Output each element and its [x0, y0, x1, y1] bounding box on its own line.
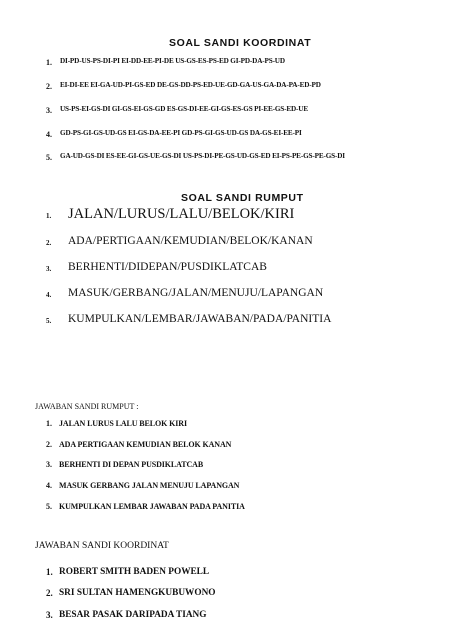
item-text: BERHENTI/DIDEPAN/PUSDIKLATCAB — [68, 261, 267, 273]
item-text: GD-PS-GI-GS-UD-GS EI-GS-DA-EE-PI GD-PS-GI-GS-UD-GS DA-GS-EI-EE-PI — [60, 129, 302, 137]
item-number: 2. — [46, 239, 52, 247]
item-number: 2. — [46, 82, 52, 91]
item-text: GA-UD-GS-DI ES-EE-GI-GS-UE-GS-DI US-PS-DI-PE-GS-UD-GS-ED EI-PS-PE-GS-PE-GS-DI — [60, 152, 345, 160]
soal-rumput-title: SOAL SANDI RUMPUT — [181, 192, 304, 204]
item-text: SRI SULTAN HAMENGKUBUWONO — [59, 588, 216, 598]
item-text: JALAN LURUS LALU BELOK KIRI — [59, 419, 187, 428]
item-number: 1. — [46, 419, 52, 428]
item-number: 1. — [46, 567, 53, 577]
item-text: ADA PERTIGAAN KEMUDIAN BELOK KANAN — [59, 440, 232, 449]
item-text: DI-PD-US-PS-DI-PI EI-DD-EE-PI-DE US-GS-ES-PS-ED GI-PD-DA-PS-UD — [60, 57, 285, 65]
item-text: BESAR PASAK DARIPADA TIANG — [59, 610, 207, 620]
item-number: 5. — [46, 153, 52, 162]
item-number: 3. — [46, 106, 52, 115]
item-number: 5. — [46, 502, 52, 511]
item-text: JALAN/LURUS/LALU/BELOK/KIRI — [68, 206, 295, 222]
item-number: 2. — [46, 588, 53, 598]
item-number: 3. — [46, 265, 52, 273]
item-text: BERHENTI DI DEPAN PUSDIKLATCAB — [59, 460, 204, 469]
item-number: 5. — [46, 317, 52, 325]
item-text: EI-DI-EE EI-GA-UD-PI-GS-ED DE-GS-DD-PS-ED-UE-GD-GA-US-GA-DA-PA-ED-PD — [60, 81, 321, 89]
item-number: 4. — [46, 130, 52, 139]
item-text: KUMPULKAN/LEMBAR/JAWABAN/PADA/PANITIA — [68, 313, 332, 325]
item-number: 2. — [46, 440, 52, 449]
item-number: 3. — [46, 460, 52, 469]
item-number: 4. — [46, 291, 52, 299]
item-text: ROBERT SMITH BADEN POWELL — [59, 567, 210, 577]
item-text: ADA/PERTIGAAN/KEMUDIAN/BELOK/KANAN — [68, 235, 313, 247]
item-number: 4. — [46, 481, 52, 490]
jawaban-koordinat-title: JAWABAN SANDI KOORDINAT — [35, 541, 169, 551]
item-number: 3. — [46, 610, 53, 620]
soal-koordinat-title: SOAL SANDI KOORDINAT — [169, 37, 312, 49]
item-number: 1. — [46, 212, 52, 220]
item-text: MASUK/GERBANG/JALAN/MENUJU/LAPANGAN — [68, 287, 324, 299]
item-text: MASUK GERBANG JALAN MENUJU LAPANGAN — [59, 481, 240, 490]
item-number: 1. — [46, 58, 52, 67]
jawaban-rumput-title: JAWABAN SANDI RUMPUT : — [35, 402, 139, 411]
item-text: KUMPULKAN LEMBAR JAWABAN PADA PANITIA — [59, 502, 245, 511]
item-text: US-PS-EI-GS-DI GI-GS-EI-GS-GD ES-GS-DI-EE-GI-GS-ES-GS PI-EE-GS-ED-UE — [60, 105, 308, 113]
